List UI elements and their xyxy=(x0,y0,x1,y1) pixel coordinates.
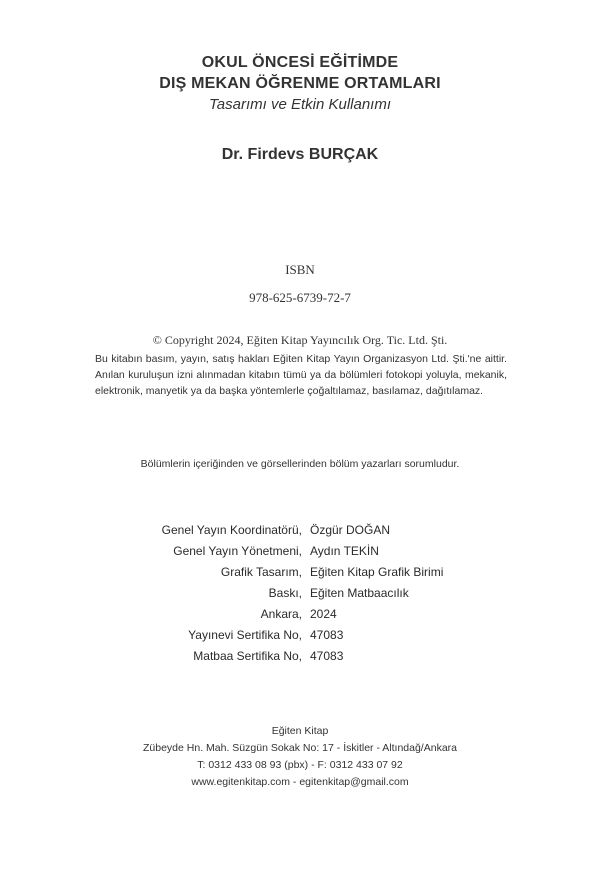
publisher-info xyxy=(0,723,600,791)
credit-row xyxy=(0,544,600,565)
credit-role: Matbaa Sertifika No, xyxy=(193,649,302,663)
credit-row xyxy=(0,628,600,649)
credit-name: Özgür DOĞAN xyxy=(310,523,391,537)
credit-row xyxy=(0,586,600,607)
credit-role: Yayınevi Sertifika No, xyxy=(188,628,302,642)
book-title-line-2: DIŞ MEKAN ÖĞRENME ORTAMLARI xyxy=(159,75,441,92)
book-title-block xyxy=(0,52,600,115)
book-title-line-1: OKUL ÖNCESİ EĞİTİMDE xyxy=(201,54,399,71)
credit-name: Eğiten Matbaacılık xyxy=(310,586,409,600)
copyright-line: © Copyright 2024, Eğiten Kitap Yayıncılık Org. Tic. Ltd. Şti. xyxy=(152,333,448,347)
isbn-number: 978-625-6739-72-7 xyxy=(249,290,351,305)
credit-row xyxy=(0,565,600,586)
credit-row xyxy=(0,607,600,628)
publisher-name: Eğiten Kitap xyxy=(271,725,329,737)
credit-role: Grafik Tasarım, xyxy=(220,565,302,579)
credit-name: 47083 xyxy=(310,649,344,663)
credit-name: 47083 xyxy=(310,628,344,642)
credit-role: Ankara, xyxy=(260,607,302,621)
publisher-address: Zübeyde Hn. Mah. Süzgün Sokak No: 17 - İskitler - Altındağ/Ankara xyxy=(143,742,457,754)
publisher-web: www.egitenkitap.com - egitenkitap@gmail.com xyxy=(191,776,409,788)
credit-row xyxy=(0,523,600,544)
credit-role: Genel Yayın Koordinatörü, xyxy=(161,523,302,537)
book-subtitle: Tasarımı ve Etkin Kullanımı xyxy=(208,96,391,113)
rights-notice: Bu kitabın basım, yayın, satış hakları Eğiten Kitap Yayın Organizasyon Ltd. Şti.'ne aittir. Anılan kuruluşun izni alınmadan kitabın tümü ya da bölümleri fotokopi yoluyla, mekanik, elektronik, manyetik ya da başka yöntemlerle çoğaltılamaz, basılamaz, dağıtılamaz. xyxy=(95,353,507,397)
publisher-phone: T: 0312 433 08 93 (pbx) - F: 0312 433 07 92 xyxy=(197,759,403,771)
credit-row xyxy=(0,649,600,670)
credit-role: Baskı, xyxy=(268,586,302,600)
isbn-label: ISBN xyxy=(285,262,315,277)
credit-name: Eğiten Kitap Grafik Birimi xyxy=(310,565,444,579)
responsibility-note: Bölümlerin içeriğinden ve görsellerinden bölüm yazarları sorumludur. xyxy=(140,458,460,470)
credit-name: 2024 xyxy=(310,607,337,621)
author-name: Dr. Firdevs BURÇAK xyxy=(221,146,379,163)
credit-name: Aydın TEKİN xyxy=(310,544,379,558)
credit-role: Genel Yayın Yönetmeni, xyxy=(173,544,302,558)
